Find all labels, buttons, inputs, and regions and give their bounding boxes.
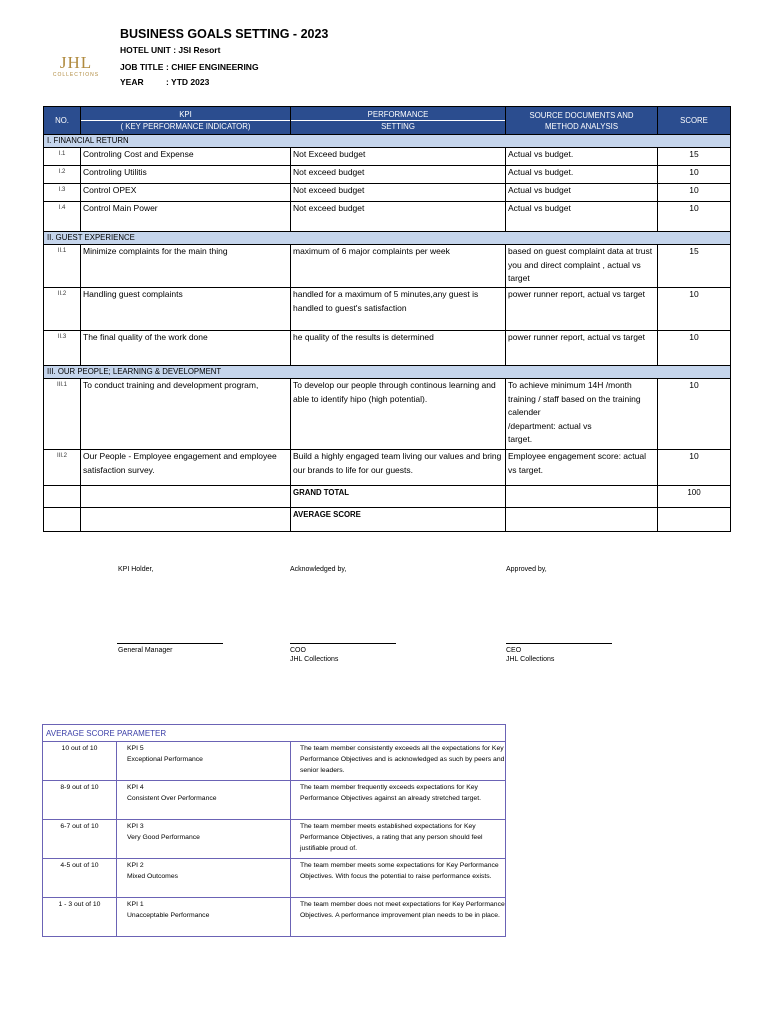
row-performance: Not exceed budget	[291, 202, 506, 232]
row-performance: Not exceed budget	[291, 184, 506, 202]
row-number: II.2	[44, 288, 81, 331]
parameter-description: The team member frequently exceeds expectations for Key Performance Objectives against an already stretched target.	[300, 784, 481, 802]
grand-total-row	[44, 486, 731, 508]
empty-cell	[44, 508, 81, 532]
job-title-row	[120, 62, 259, 72]
col-perf-title: PERFORMANCE	[367, 110, 429, 119]
year-label: YEAR	[120, 77, 144, 87]
source-line: /department: actual vs	[508, 420, 592, 431]
parameter-range: 6-7 out of 10	[43, 820, 117, 858]
row-performance: maximum of 6 major complaints per week	[291, 245, 506, 288]
row-source: based on guest complaint data at trust you and direct complaint , actual vs target	[506, 245, 658, 288]
row-performance: Not exceed budget	[291, 166, 506, 184]
col-perf-header	[291, 107, 506, 135]
parameter-range: 4-5 out of 10	[43, 859, 117, 897]
section-row	[44, 135, 731, 148]
parameter-kpi-label: Mixed Outcomes	[127, 873, 178, 880]
average-score-row	[44, 508, 731, 532]
coo-title: COO	[290, 647, 306, 654]
year-row	[120, 77, 209, 87]
year-value: : YTD 2023	[166, 77, 210, 87]
col-kpi-subtitle: ( KEY PERFORMANCE INDICATOR)	[81, 120, 290, 132]
signature-line-ceo	[506, 643, 612, 644]
row-number: I.4	[44, 202, 81, 232]
parameter-range: 10 out of 10	[43, 742, 117, 780]
row-number: I.1	[44, 148, 81, 166]
row-source: Actual vs budget	[506, 202, 658, 232]
col-src-subtitle: METHOD ANALYSIS	[544, 121, 619, 131]
table-row	[44, 245, 731, 288]
row-source: Actual vs budget.	[506, 166, 658, 184]
parameter-row	[43, 781, 505, 820]
parameter-description: The team member consistently exceeds all the expectations for Key Performance Objectives and is acknowledged as such by peers and senior leaders.	[300, 745, 505, 774]
row-score: 10	[658, 202, 731, 232]
average-score-label: AVERAGE SCORE	[291, 508, 506, 532]
gm-title: General Manager	[118, 647, 173, 654]
parameter-row	[43, 898, 505, 936]
parameter-row	[43, 859, 505, 898]
row-kpi: To conduct training and development program,	[81, 379, 291, 450]
col-kpi-title: KPI	[179, 110, 192, 119]
empty-cell	[44, 486, 81, 508]
parameter-kpi	[117, 742, 291, 780]
row-kpi: Handling guest complaints	[81, 288, 291, 331]
row-number: III.2	[44, 450, 81, 486]
table-row	[44, 166, 731, 184]
row-kpi: Controling Cost and Expense	[81, 148, 291, 166]
ceo-title: CEO	[506, 647, 522, 654]
row-source: Actual vs budget	[506, 184, 658, 202]
row-score: 10	[658, 184, 731, 202]
grand-total-label: GRAND TOTAL	[291, 486, 506, 508]
logo-text: JHL	[59, 53, 93, 72]
document-title: BUSINESS GOALS SETTING - 2023	[120, 27, 329, 41]
parameter-row	[43, 820, 505, 859]
parameter-kpi-level: KPI 4	[127, 784, 144, 791]
section-title: II. GUEST EXPERIENCE	[44, 232, 731, 245]
parameter-kpi-label: Exceptional Performance	[127, 756, 203, 763]
signature-line-gm	[117, 643, 223, 644]
ceo-org: JHL Collections	[506, 656, 555, 663]
table-row	[44, 450, 731, 486]
parameter-kpi-level: KPI 1	[127, 901, 144, 908]
coo-org: JHL Collections	[290, 656, 339, 663]
job-title-value: : CHIEF ENGINEERING	[166, 62, 259, 72]
parameter-kpi-label: Unacceptable Performance	[127, 912, 210, 919]
row-performance: Not Exceed budget	[291, 148, 506, 166]
parameter-row	[43, 742, 505, 781]
row-source: Actual vs budget.	[506, 148, 658, 166]
parameter-kpi	[117, 859, 291, 897]
row-score: 10	[658, 379, 731, 450]
logo-subtext: COLLECTIONS	[52, 72, 100, 78]
row-performance: To develop our people through continous learning and able to identify hipo (high potential).	[291, 379, 506, 450]
approved-label: Approved by,	[506, 566, 547, 573]
section-row	[44, 232, 731, 245]
empty-cell	[658, 508, 731, 532]
source-line: To achieve minimum 14H /month training / staff based on the training calender	[508, 380, 641, 417]
row-kpi: Our People - Employee engagement and employee satisfaction survey.	[81, 450, 291, 486]
empty-cell	[81, 508, 291, 532]
section-title: I. FINANCIAL RETURN	[44, 135, 731, 148]
table-header-row	[44, 107, 731, 135]
row-kpi: Controling Utilitis	[81, 166, 291, 184]
row-performance: handled for a maximum of 5 minutes,any guest is handled to guest's satisfaction	[291, 288, 506, 331]
signature-line-coo	[290, 643, 396, 644]
row-score: 10	[658, 450, 731, 486]
row-number: I.3	[44, 184, 81, 202]
row-number: III.1	[44, 379, 81, 450]
company-logo	[50, 55, 102, 85]
table-row	[44, 331, 731, 366]
row-score: 15	[658, 148, 731, 166]
row-score: 15	[658, 245, 731, 288]
table-row	[44, 379, 731, 450]
parameter-kpi	[117, 820, 291, 858]
table-row	[44, 148, 731, 166]
hotel-unit: HOTEL UNIT : JSI Resort	[120, 45, 221, 55]
empty-cell	[506, 508, 658, 532]
row-score: 10	[658, 166, 731, 184]
parameter-table-title: AVERAGE SCORE PARAMETER	[43, 725, 505, 742]
row-score: 10	[658, 288, 731, 331]
row-kpi: Minimize complaints for the main thing	[81, 245, 291, 288]
parameter-description: The team member does not meet expectations for Key Performance Objectives. A performance improvement plan needs to be in place.	[300, 901, 505, 919]
col-no-header: NO.	[44, 107, 81, 135]
job-title-label: JOB TITLE	[120, 62, 164, 72]
col-kpi-header	[81, 107, 291, 135]
parameter-description: The team member meets established expectations for Key Performance Objectives, a rating that any person should feel justifiable proud of.	[300, 823, 483, 852]
parameter-kpi-level: KPI 2	[127, 862, 144, 869]
row-number: II.1	[44, 245, 81, 288]
row-kpi: Control OPEX	[81, 184, 291, 202]
parameter-description: The team member meets some expectations for Key Performance Objectives. With focus the potential to raise performance exists.	[300, 862, 499, 880]
parameter-kpi	[117, 898, 291, 936]
row-source	[506, 379, 658, 450]
row-score: 10	[658, 331, 731, 366]
row-source: power runner report, actual vs target	[506, 288, 658, 331]
row-source: Employee engagement score: actual vs target.	[506, 450, 658, 486]
col-src-header	[506, 107, 658, 135]
row-kpi: The final quality of the work done	[81, 331, 291, 366]
section-title: III. OUR PEOPLE; LEARNING & DEVELOPMENT	[44, 366, 731, 379]
table-row	[44, 202, 731, 232]
average-score-parameter-table	[42, 724, 506, 937]
row-number: I.2	[44, 166, 81, 184]
row-number: II.3	[44, 331, 81, 366]
parameter-kpi-label: Consistent Over Performance	[127, 795, 217, 802]
table-row	[44, 184, 731, 202]
row-performance: he quality of the results is determined	[291, 331, 506, 366]
kpi-holder-label: KPI Holder,	[118, 566, 154, 573]
row-source: power runner report, actual vs target	[506, 331, 658, 366]
parameter-range: 8-9 out of 10	[43, 781, 117, 819]
col-src-title: SOURCE DOCUMENTS AND	[529, 110, 634, 120]
col-perf-subtitle: SETTING	[291, 120, 505, 132]
row-performance: Build a highly engaged team living our values and bring our brands to life for our guests.	[291, 450, 506, 486]
table-row	[44, 288, 731, 331]
kpi-table	[43, 106, 731, 532]
empty-cell	[506, 486, 658, 508]
acknowledged-label: Acknowledged by,	[290, 566, 347, 573]
empty-cell	[81, 486, 291, 508]
section-row	[44, 366, 731, 379]
parameter-kpi-level: KPI 3	[127, 823, 144, 830]
row-kpi: Control Main Power	[81, 202, 291, 232]
parameter-kpi	[117, 781, 291, 819]
grand-total-value: 100	[658, 486, 731, 508]
parameter-kpi-label: Very Good Performance	[127, 834, 200, 841]
parameter-range: 1 - 3 out of 10	[43, 898, 117, 936]
col-score-header: SCORE	[658, 107, 731, 135]
source-line: target.	[508, 434, 533, 444]
parameter-kpi-level: KPI 5	[127, 745, 144, 752]
